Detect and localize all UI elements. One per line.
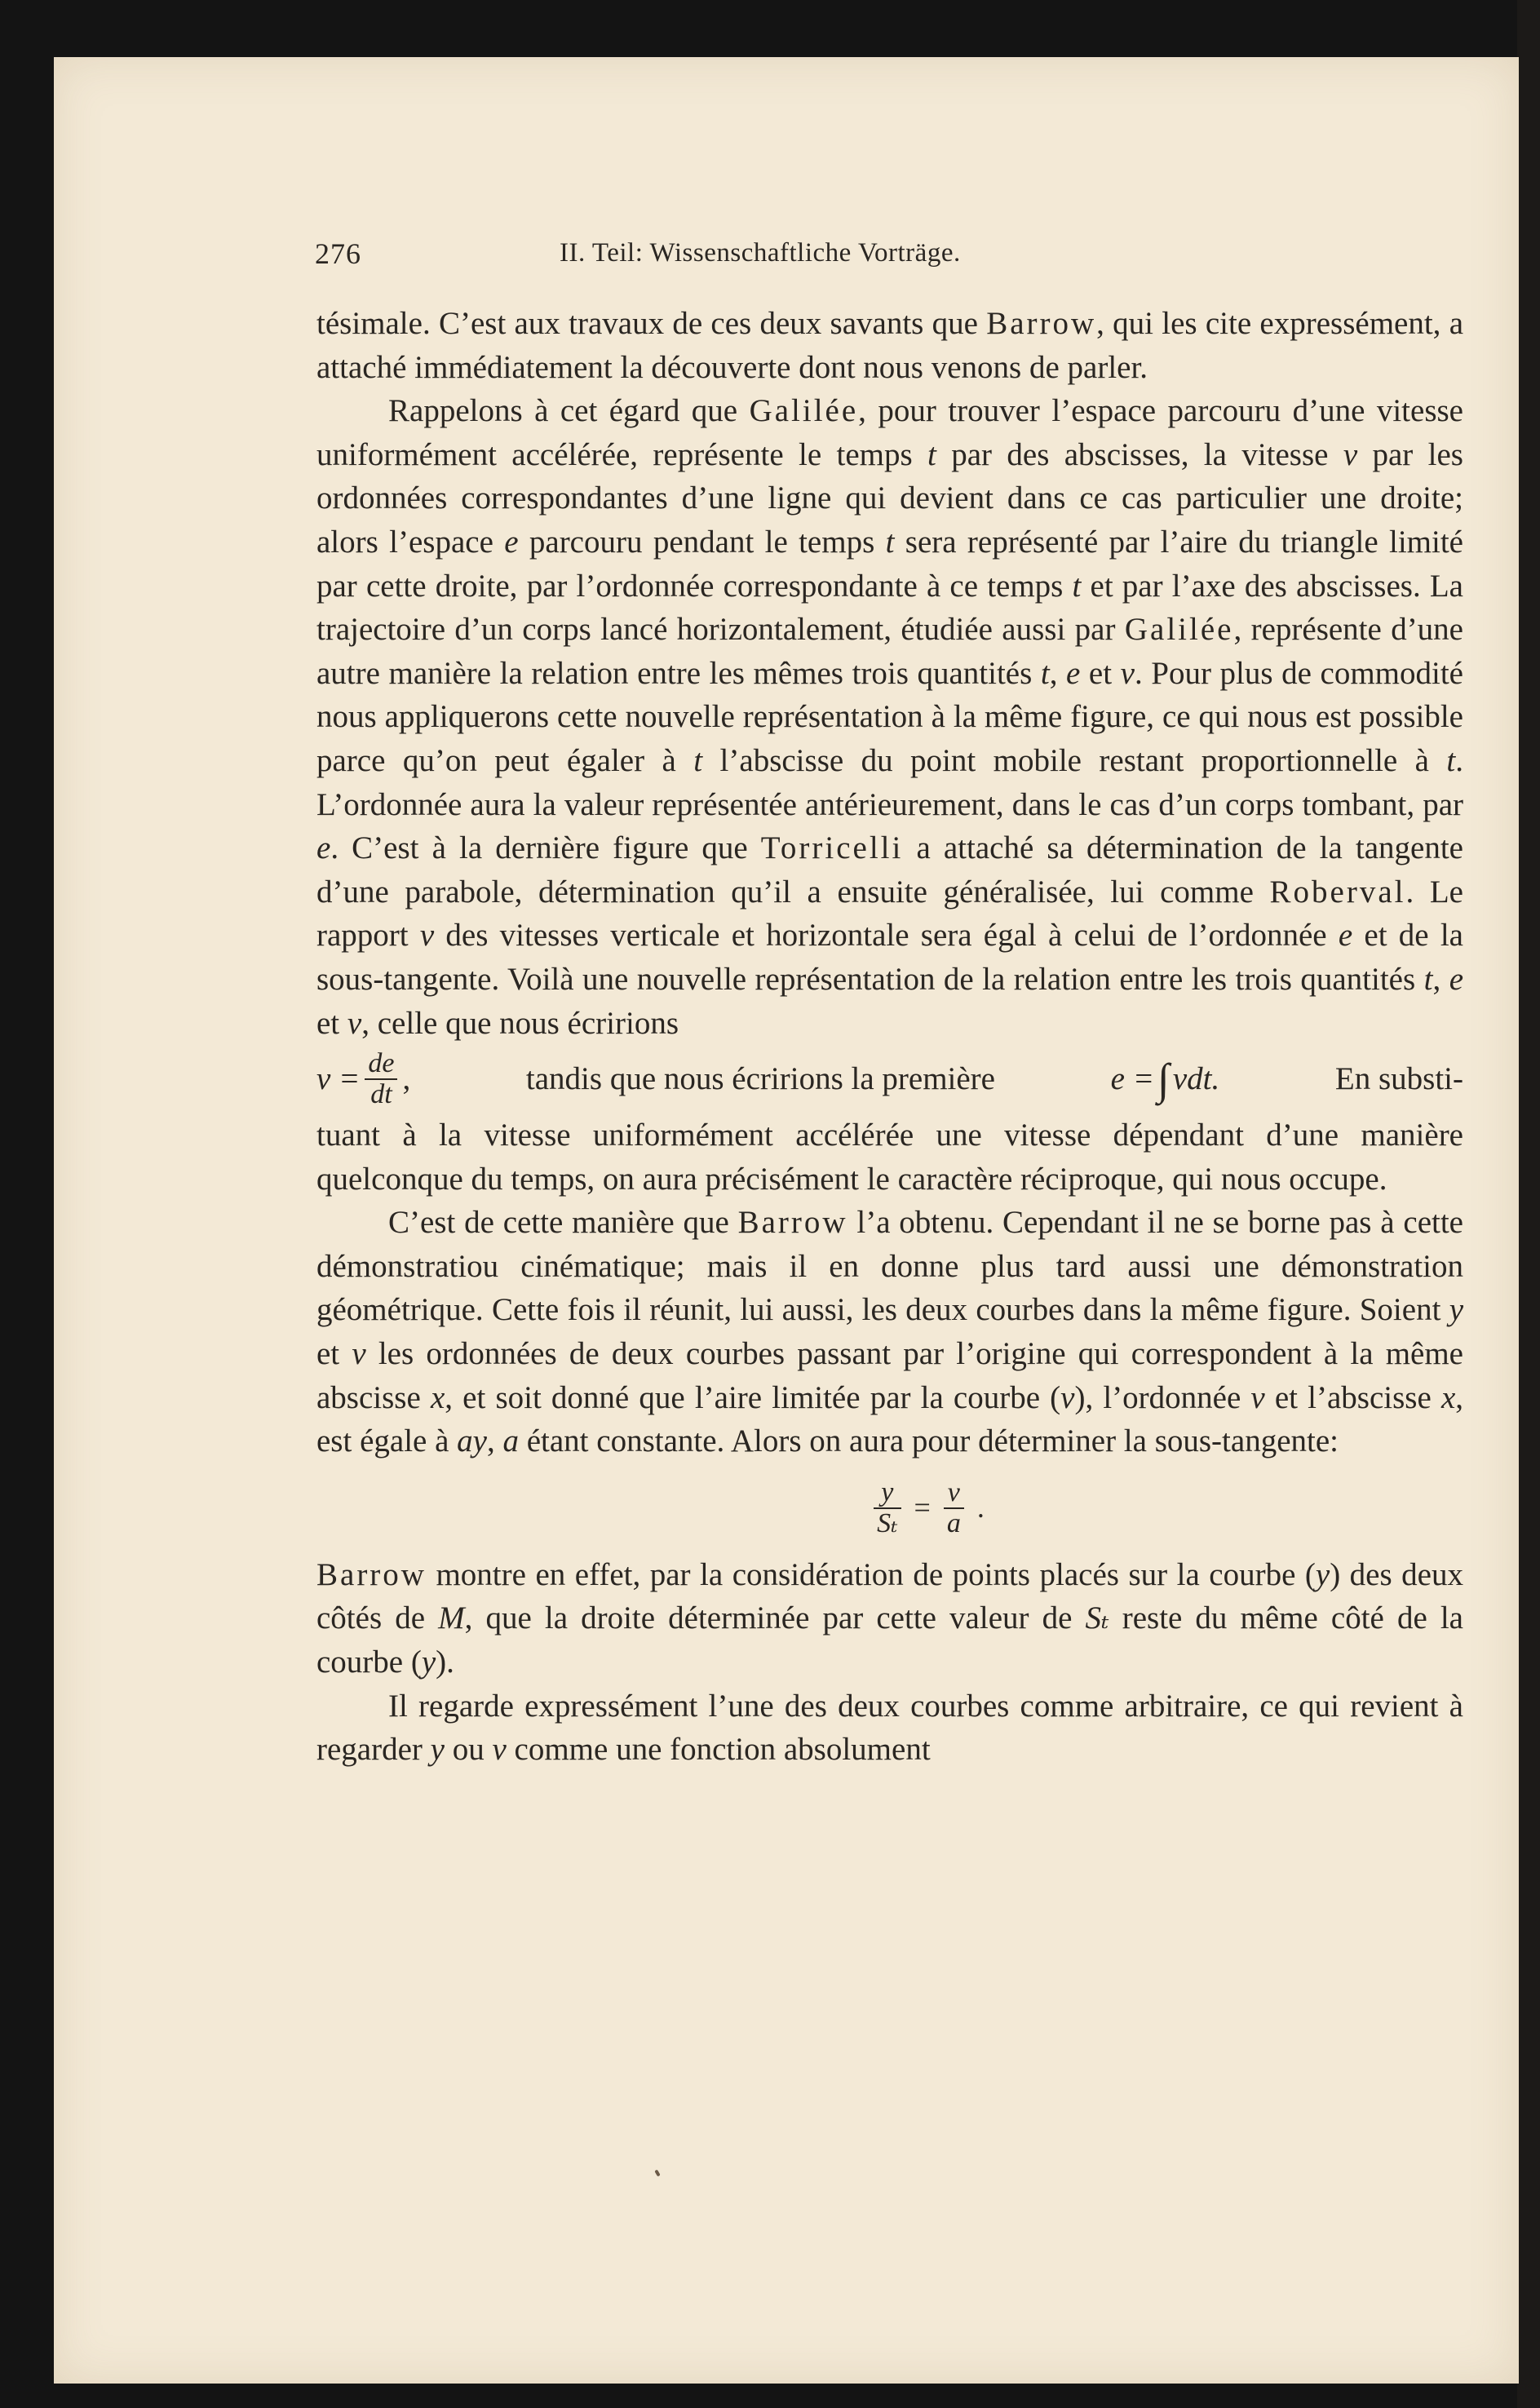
text-run: , et soit donné que l’aire limitée par la courbe ( <box>445 1379 1061 1415</box>
text-run: , celle que nous écririons <box>361 1005 679 1041</box>
running-head: II. Teil: Wissenschaftliche Vorträge. <box>560 238 961 268</box>
math-t: t <box>927 436 936 472</box>
math-M: M <box>438 1600 465 1636</box>
math-ay: ay <box>457 1423 487 1459</box>
paragraph-4 <box>316 1201 1463 1463</box>
math-v: v <box>1120 655 1135 691</box>
integral-formula <box>1110 1055 1220 1104</box>
text-run: Rappelons à cet égard que <box>388 393 750 429</box>
formula-lhs: v = <box>316 1061 361 1097</box>
text-run: tésimale. C’est aux travaux de ces deux savants que <box>316 306 987 341</box>
math-v: v <box>1250 1379 1265 1415</box>
math-e: e <box>1338 918 1353 954</box>
math-x: x <box>430 1379 445 1415</box>
display-equation <box>398 1463 1463 1553</box>
fraction-denominator: a <box>946 1507 961 1538</box>
fraction-numerator: v <box>944 1478 964 1509</box>
name-galilee: Galilée <box>1124 612 1234 648</box>
integrand: vdt. <box>1172 1061 1220 1097</box>
text-run: comme une fonction absolument <box>506 1732 931 1768</box>
math-y: y <box>1449 1292 1463 1328</box>
text-run: parcouru pendant le temps <box>518 524 886 560</box>
paragraph-5 <box>316 1553 1463 1684</box>
math-t: t <box>1446 742 1456 778</box>
text-run: ). <box>436 1644 454 1680</box>
math-St: Sₜ <box>1085 1600 1109 1636</box>
text-run: l’a obtenu. Cependant il ne se borne pas à cette démonstratiou cinématique; mais il en donne plus tard aussi une démonstration géométrique. Cette fois il réunit, lui aussi, les deux courbes dans la même figure. Soient <box>316 1205 1463 1328</box>
body-text <box>316 302 1463 1772</box>
math-y: y <box>421 1644 436 1680</box>
math-t: t <box>1072 568 1082 604</box>
formula-middle-text: tandis que nous écririons la première <box>525 1061 995 1097</box>
text-run: . Pour plus de commodité nous appliquerons cette nouvelle représentation à la même figure, ce qui nous est possible parce qu’on peut égaler à <box>316 655 1463 778</box>
page-header <box>315 237 1220 286</box>
math-v: v <box>419 918 435 954</box>
text-run: les ordonnées de deux courbes passant par l’origine qui correspondent à la même abscisse <box>316 1336 1463 1415</box>
math-v: v <box>347 1005 362 1041</box>
name-barrow: Barrow <box>316 1556 427 1592</box>
math-v: v <box>1343 436 1358 472</box>
fraction-v-a <box>944 1478 964 1538</box>
name-galilee: Galilée <box>749 393 859 429</box>
text-run: par les ordonnées correspondantes d’une ligne qui devient dans ce cas particulier une droite; alors l’espace <box>316 436 1463 560</box>
text-run: , pour trouver l’espace parcouru d’une vitesse uniformément accélérée, représente le temps <box>316 393 1463 472</box>
paragraph-3 <box>316 1113 1463 1201</box>
fraction-de-dt <box>365 1049 397 1109</box>
text-run: et de la sous-tangente. Voilà une nouvelle représentation de la relation entre les trois quantités <box>316 918 1463 997</box>
math-e: e <box>1449 961 1463 997</box>
equation-period: . <box>976 1491 985 1525</box>
text-run: tuant à la vitesse uniformément accélérée une vitesse dépendant d’une manière quelconque du temps, on aura précisément le caractère réciproque, qui nous occupe. <box>316 1118 1463 1197</box>
text-run: . Le rapport <box>316 874 1463 954</box>
text-run: a attaché sa détermination de la tangente d’une parabole, détermination qu’il a ensuite généralisée, lui comme <box>316 830 1463 910</box>
math-y: y <box>1315 1556 1330 1592</box>
math-e: e <box>1066 655 1081 691</box>
math-e: e <box>504 524 519 560</box>
text-run: l’abscisse du point mobile restant proportionnelle à <box>702 742 1447 778</box>
text-run: reste du même côté de la courbe ( <box>316 1600 1463 1680</box>
paragraph-1 <box>316 302 1463 389</box>
text-run: , que la droite déterminée par cette valeur de <box>464 1600 1086 1636</box>
paragraph-6 <box>316 1684 1463 1772</box>
name-roberval: Roberval <box>1269 874 1406 910</box>
book-page <box>54 57 1519 2384</box>
name-barrow: Barrow <box>737 1205 848 1241</box>
text-run: des vitesses verticale et horizontale sera égal à celui de l’ordonnée <box>434 918 1339 954</box>
formula-rhs-lhs: e = <box>1110 1061 1155 1097</box>
math-t: t <box>1423 961 1433 997</box>
math-v: v <box>1060 1379 1075 1415</box>
text-run: étant constante. Alors on aura pour déterminer la sous-tangente: <box>518 1423 1339 1459</box>
name-torricelli: Torricelli <box>760 830 904 866</box>
math-e: e <box>316 830 331 866</box>
text-run: ), l’ordonnée <box>1074 1379 1251 1415</box>
math-a: a <box>502 1423 519 1459</box>
text-run: , <box>1049 655 1067 691</box>
text-run: ou <box>444 1732 493 1768</box>
text-run: et par l’axe des abscisses. La trajectoire d’un corps lancé horizontalement, étudiée aussi par <box>316 568 1463 648</box>
fraction-y-st <box>874 1478 901 1538</box>
formula-tail-text: En substi- <box>1334 1061 1463 1097</box>
math-t: t <box>693 742 703 778</box>
math-y: y <box>430 1732 445 1768</box>
text-run: , qui les cite expressément, a attaché immédiatement la découverte dont nous venons de parler. <box>316 306 1464 385</box>
scan-background-edge <box>1517 0 1540 2408</box>
text-run: sera représenté par l’aire du triangle limité par cette droite, par l’ordonnée correspondante à ce temps <box>316 524 1463 604</box>
fraction-numerator: de <box>365 1049 397 1080</box>
math-t: t <box>1040 655 1050 691</box>
equals-sign: = <box>914 1491 931 1525</box>
fraction-numerator: y <box>874 1478 901 1509</box>
fraction-denominator: Sₜ <box>877 1507 898 1538</box>
text-run: . L’ordonnée aura la valeur représentée antérieurement, dans le cas d’un corps tombant, par <box>316 742 1463 822</box>
integral-sign: ∫ <box>1157 1055 1170 1104</box>
page-number: 276 <box>315 237 361 270</box>
text-run: montre en effet, par la considération de points placés sur la courbe ( <box>426 1556 1316 1592</box>
text-run: par des abscisses, la vitesse <box>936 436 1343 472</box>
fraction-denominator: dt <box>370 1079 392 1110</box>
math-t: t <box>885 524 895 560</box>
text-run: , <box>1432 961 1449 997</box>
math-v: v <box>352 1336 366 1372</box>
inline-formula-line <box>316 1045 1463 1113</box>
text-run: , <box>486 1423 503 1459</box>
text-run: , est égale à <box>316 1379 1463 1459</box>
text-run: et <box>316 1005 347 1041</box>
text-run: . C’est à la dernière figure que <box>330 830 761 866</box>
text-run: et l’abscisse <box>1264 1379 1441 1415</box>
name-barrow: Barrow <box>986 306 1097 341</box>
paragraph-2 <box>316 389 1463 1045</box>
text-run: et <box>1080 655 1121 691</box>
text-run: , représente d’une autre manière la relation entre les mêmes trois quantités <box>316 612 1463 691</box>
math-v: v <box>492 1732 507 1768</box>
derivative-formula <box>316 1049 410 1109</box>
text-run: Il regarde expressément l’une des deux courbes comme arbitraire, ce qui revient à regarder <box>316 1688 1463 1768</box>
math-x: x <box>1440 1379 1456 1415</box>
text-run: et <box>316 1336 352 1372</box>
formula-comma: , <box>402 1061 411 1097</box>
text-run: ) des deux côtés de <box>316 1556 1463 1636</box>
text-run: C’est de cette manière que <box>388 1205 738 1241</box>
